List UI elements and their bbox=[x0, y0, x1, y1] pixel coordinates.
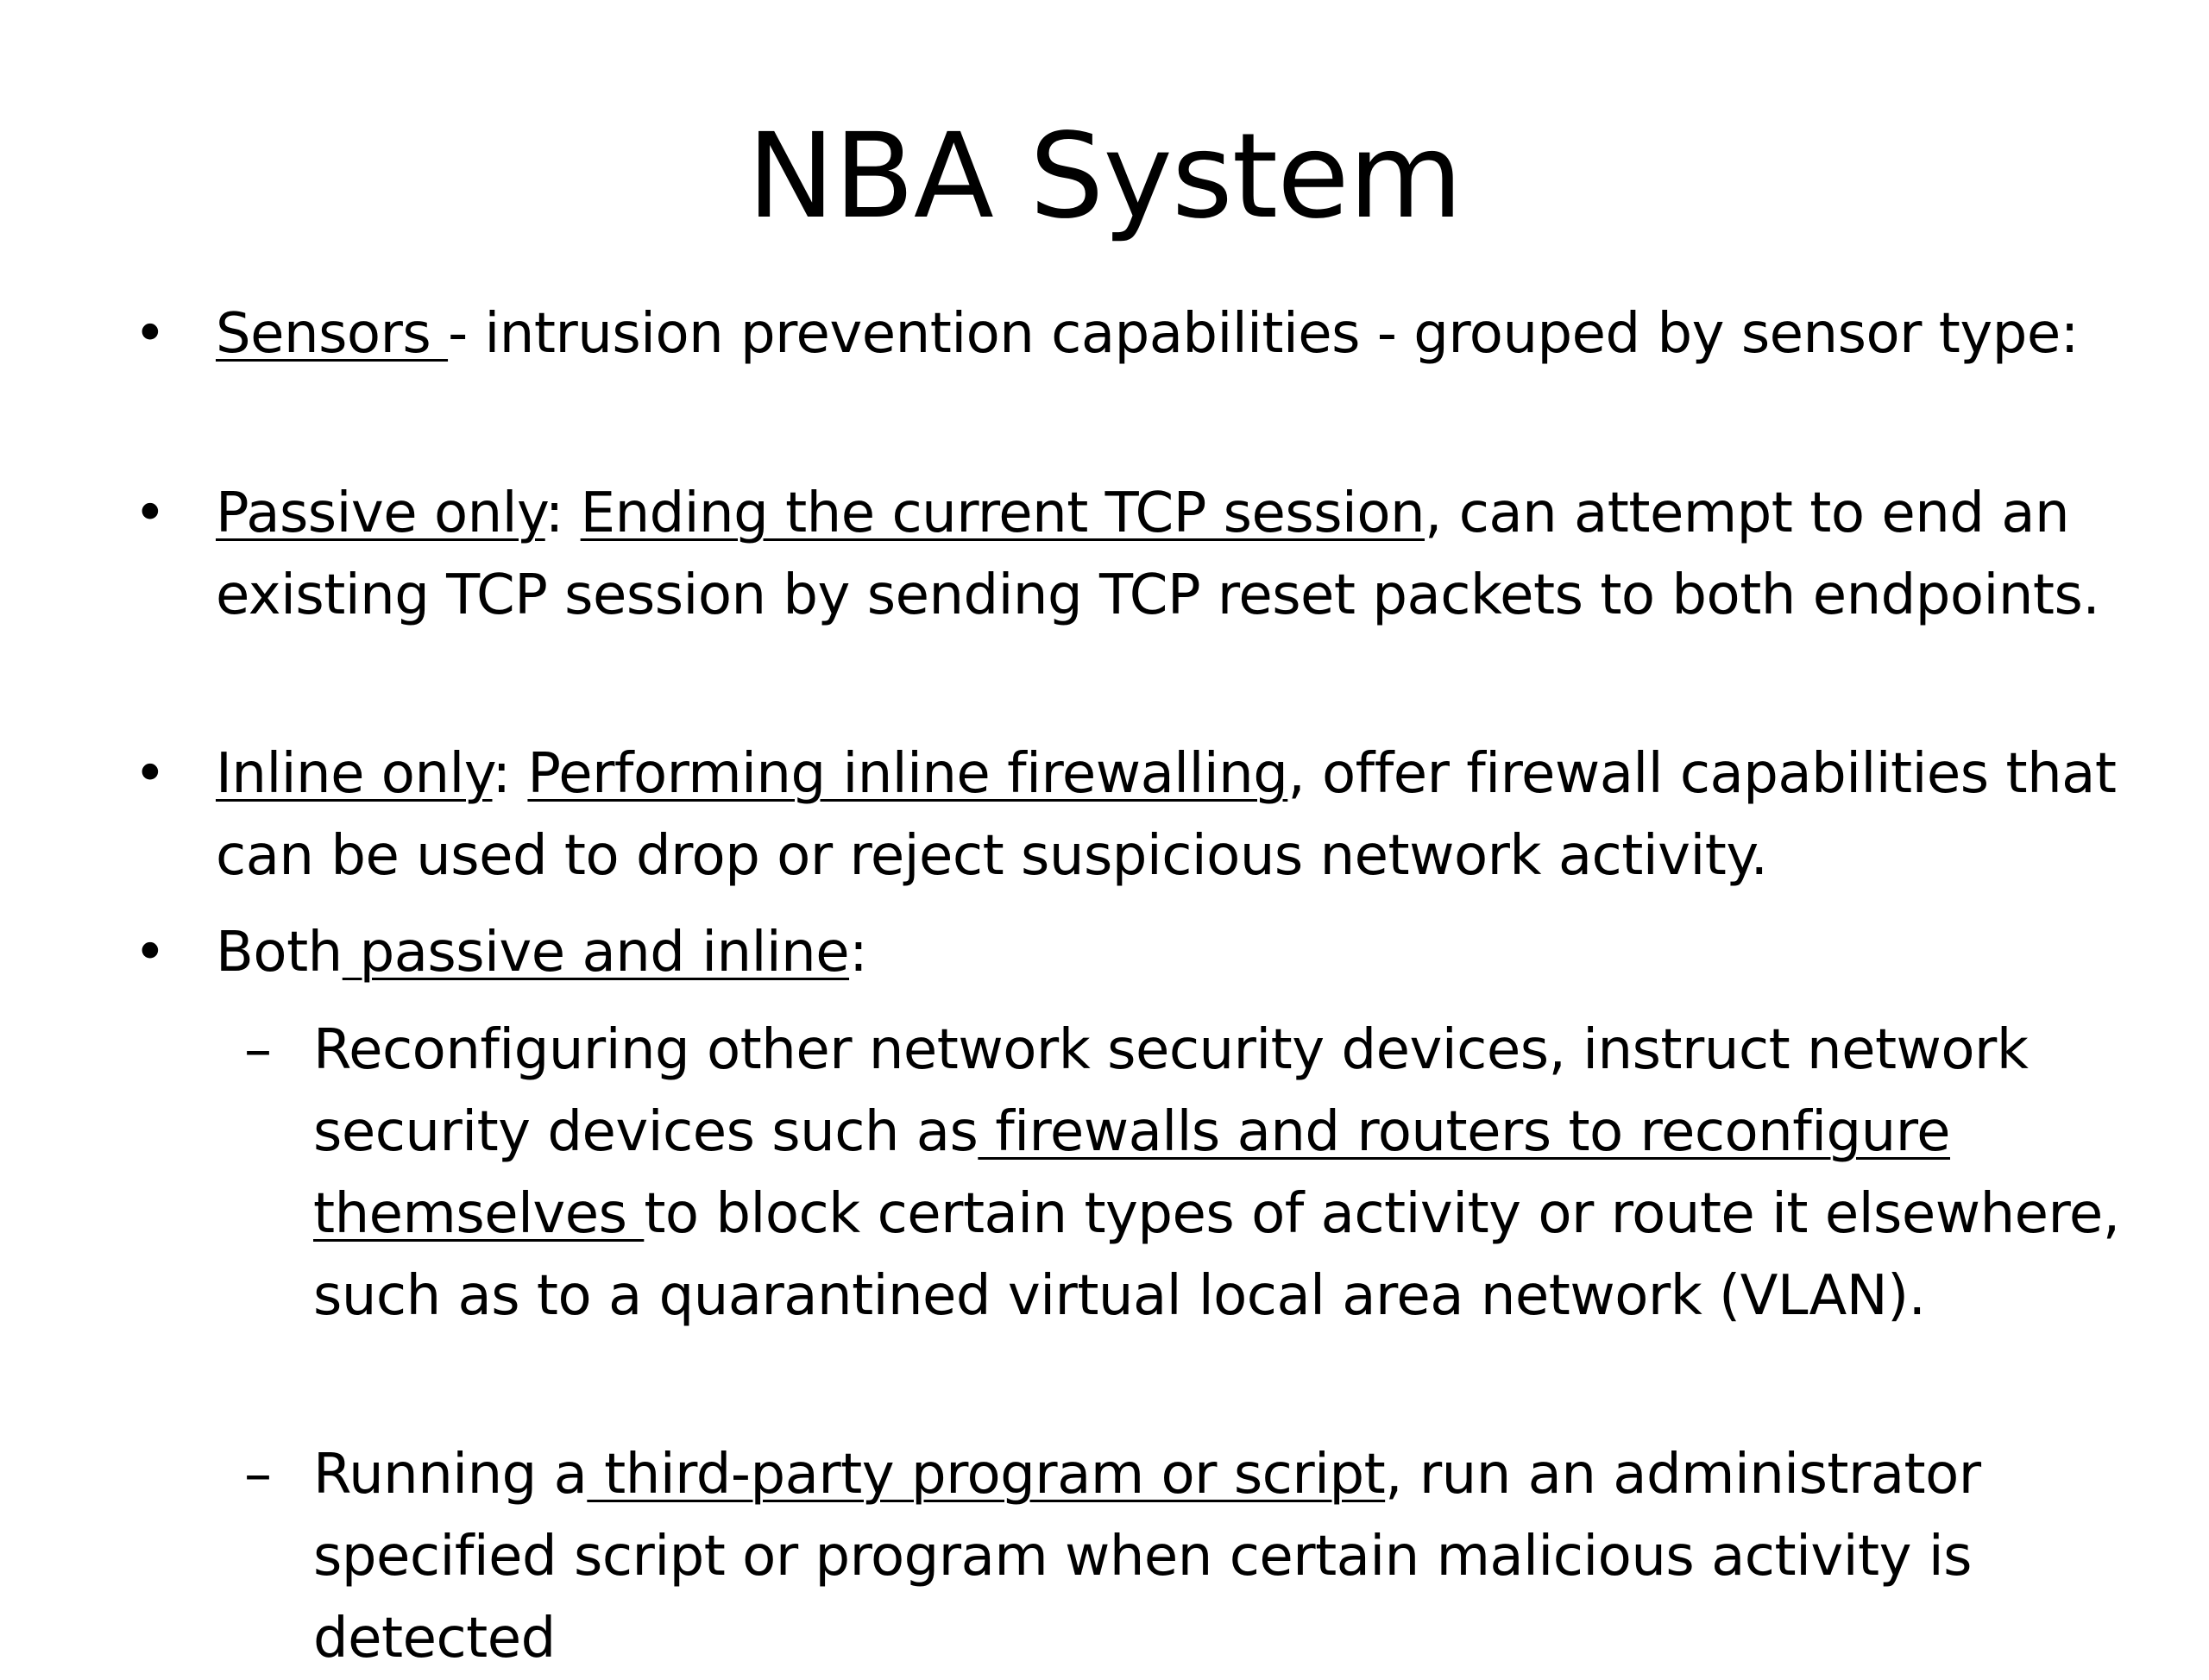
bullet-text: Both bbox=[216, 921, 343, 985]
sub-bullet-text: Reconfiguring other network security devices, instruct network security devices such as bbox=[313, 1018, 2029, 1164]
term-passive-only: Passive only bbox=[216, 481, 545, 545]
sub-bullet-running-script bbox=[244, 1434, 2160, 1680]
sub-bullet-reconfiguring bbox=[244, 1010, 2160, 1337]
term-ending-tcp-session: Ending the current TCP session bbox=[580, 481, 1425, 545]
bullet-both bbox=[134, 912, 2157, 994]
bullet-text: , can attempt to end an existing TCP session by sending TCP reset packets to both endpoints. bbox=[216, 481, 2100, 627]
bullet-text: : bbox=[492, 742, 528, 806]
bullet-text: , offer firewall capabilities that can be used to drop or reject suspicious network activity. bbox=[216, 742, 2117, 888]
term-inline-firewalling: Performing inline firewalling bbox=[527, 742, 1288, 806]
bullet-text: - intrusion prevention capabilities - grouped by sensor type: bbox=[448, 302, 2079, 366]
bullet-text: : bbox=[849, 921, 868, 985]
sub-bullet-text: to block certain types of activity or route it elsewhere, such as to a quarantined virtual local area network (VLAN). bbox=[313, 1182, 2120, 1328]
bullet-text: : bbox=[544, 481, 581, 545]
term-third-party-program: third-party program or script bbox=[587, 1443, 1386, 1507]
term-firewalls-routers: firewalls and routers to reconfigure themselves bbox=[313, 1100, 1950, 1246]
bullet-marker: • bbox=[134, 481, 167, 545]
sub-bullet-text: Running a bbox=[313, 1443, 588, 1507]
bullet-passive-only bbox=[134, 473, 2157, 637]
sub-bullet-text: , run an administrator specified script or program when certain malicious activity is detected bbox=[313, 1443, 1981, 1671]
dash-marker: – bbox=[244, 1443, 272, 1507]
term-inline-only: Inline only bbox=[216, 742, 493, 806]
bullet-marker: • bbox=[134, 742, 167, 806]
bullet-sensors bbox=[134, 293, 2157, 375]
slide-title: NBA System bbox=[746, 109, 1463, 245]
term-passive-and-inline: passive and inline bbox=[342, 921, 850, 985]
term-sensors: Sensors bbox=[216, 302, 449, 366]
bullet-inline-only bbox=[134, 733, 2157, 897]
bullet-marker: • bbox=[134, 921, 167, 985]
dash-marker: – bbox=[244, 1018, 272, 1082]
bullet-marker: • bbox=[134, 302, 167, 366]
